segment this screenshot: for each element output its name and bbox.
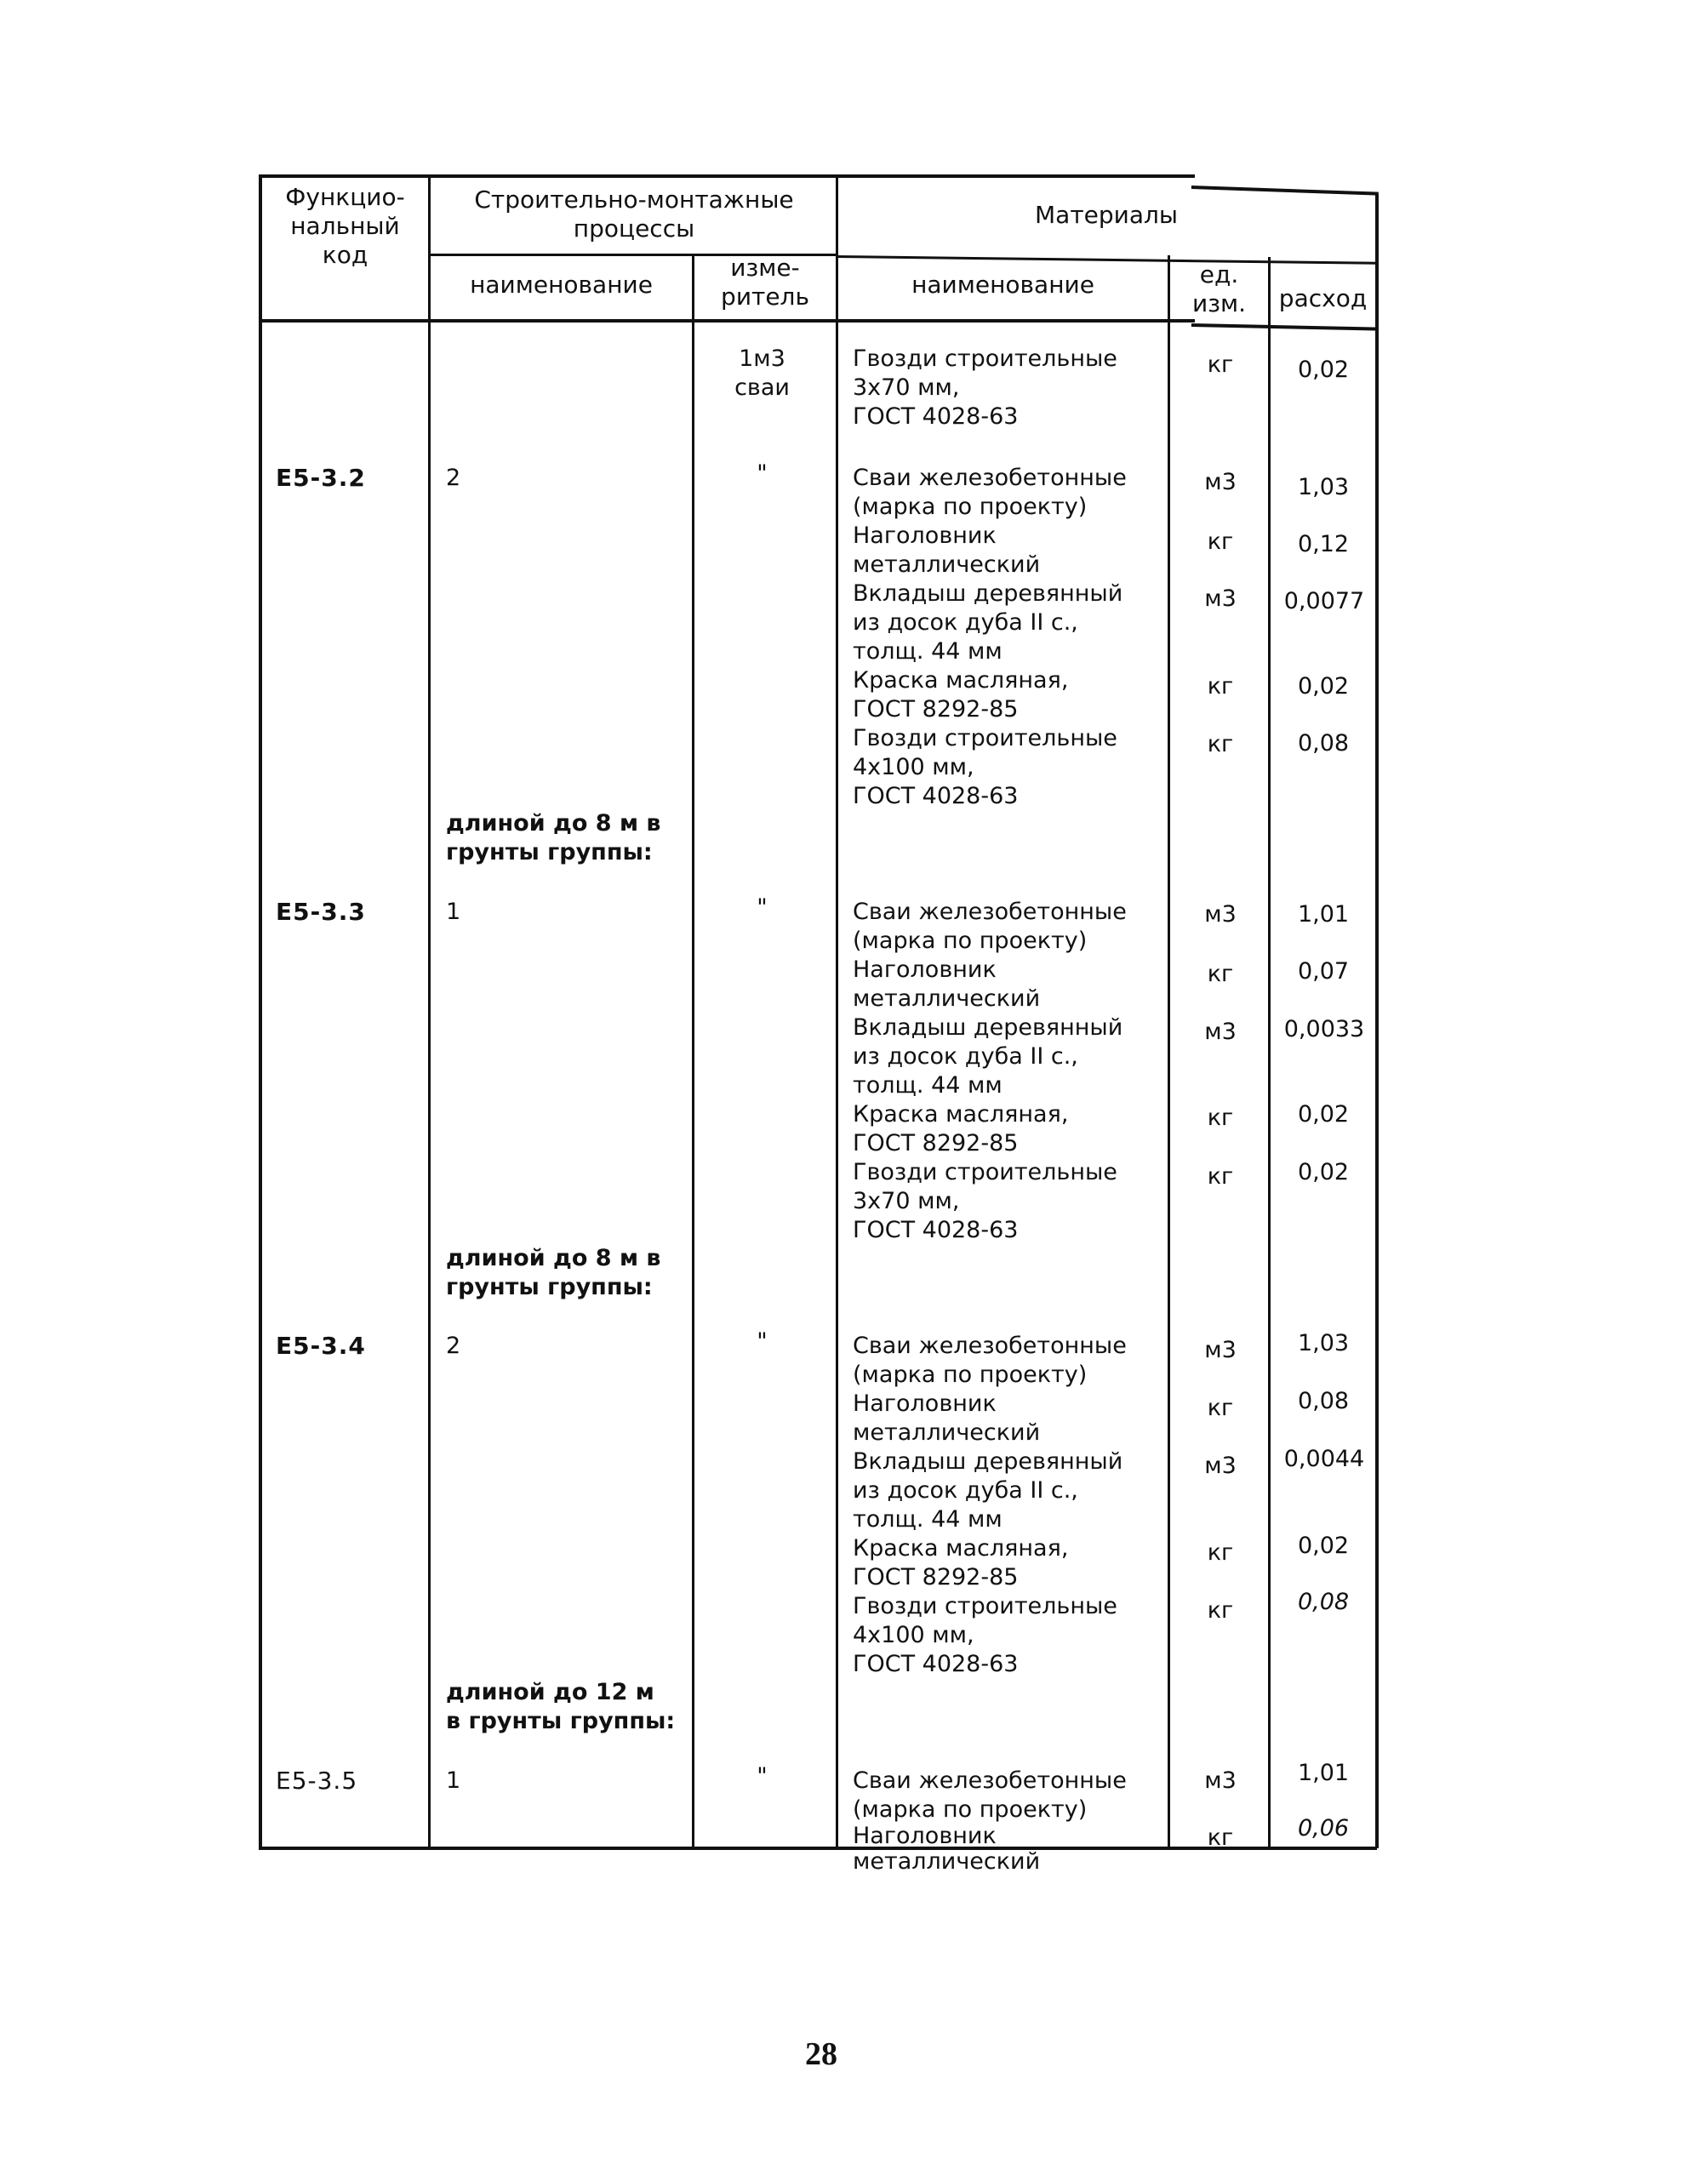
header-processes: Строительно-монтажные процессы	[474, 186, 794, 243]
subheading: длиной до 8 м в грунты группы:	[446, 1245, 661, 1300]
table-row-meter: 1м3 сваи	[734, 345, 790, 401]
functional-code: Е5-3.5	[276, 1767, 358, 1795]
page-number: 28	[805, 2036, 837, 2072]
material-qty: 1,03	[1297, 474, 1350, 500]
material-unit: кг	[1207, 351, 1234, 378]
process-name: 2	[446, 465, 461, 491]
header-bottom-border-right	[1191, 323, 1379, 331]
material-name: Наголовник металлический	[853, 956, 1041, 1012]
material-unit: кг	[1207, 673, 1234, 699]
material-unit: м3	[1204, 585, 1237, 612]
header-process-name: наименование	[470, 271, 653, 299]
material-qty: 0,02	[1297, 357, 1350, 383]
material-qty: 1,03	[1297, 1330, 1350, 1356]
material-name: Вкладыш деревянный из досок дуба II с., толщ. 44 мм	[853, 1014, 1123, 1099]
header-bottom-border	[259, 319, 1195, 323]
column-divider-material	[1168, 255, 1170, 1848]
material-qty: 0,0033	[1283, 1016, 1365, 1042]
material-qty: 0,0044	[1283, 1446, 1365, 1472]
material-qty: 0,02	[1297, 1533, 1350, 1559]
subheading: длиной до 12 м в грунты группы:	[446, 1679, 676, 1734]
material-unit: кг	[1207, 1395, 1234, 1421]
material-name: Сваи железобетонные (марка по проекту)	[853, 899, 1127, 954]
table-row-meter: "	[757, 894, 768, 921]
column-divider-code	[428, 176, 431, 1848]
material-name: Сваи железобетонные (марка по проекту)	[853, 1767, 1127, 1823]
material-name: Краска масляная, ГОСТ 8292-85	[853, 1535, 1069, 1590]
material-qty: 0,02	[1297, 673, 1350, 699]
material-qty: 1,01	[1297, 1760, 1350, 1786]
material-unit: м3	[1204, 469, 1237, 495]
functional-code: Е5-3.4	[276, 1332, 366, 1360]
material-unit: м3	[1204, 901, 1237, 928]
material-name: Вкладыш деревянный из досок дуба II с., толщ. 44 мм	[853, 1448, 1123, 1533]
material-name: Гвозди строительные 3х70 мм, ГОСТ 4028-63	[853, 1159, 1117, 1243]
material-qty: 0,08	[1297, 1589, 1350, 1615]
material-unit: кг	[1207, 1824, 1234, 1851]
column-divider-unit	[1268, 257, 1271, 1848]
material-qty: 0,0077	[1283, 588, 1365, 614]
material-unit: кг	[1207, 1597, 1234, 1624]
table-border-top-right	[1191, 186, 1379, 196]
material-name: Гвозди строительные 4х100 мм, ГОСТ 4028-63	[853, 725, 1117, 809]
material-qty: 0,02	[1297, 1159, 1350, 1185]
material-name: Наголовник металлический	[853, 1823, 1041, 1875]
header-material-qty: расход	[1278, 284, 1368, 312]
material-qty: 0,08	[1297, 1388, 1350, 1414]
material-unit: кг	[1207, 731, 1234, 757]
material-name: Вкладыш деревянный из досок дуба II с., толщ. 44 мм	[853, 580, 1123, 665]
material-qty: 0,08	[1297, 730, 1350, 756]
material-qty: 0,12	[1297, 531, 1350, 557]
subheading: длиной до 8 м в грунты группы:	[446, 810, 661, 865]
material-unit: кг	[1207, 1105, 1234, 1131]
material-unit: кг	[1207, 528, 1234, 555]
material-unit: м3	[1204, 1337, 1237, 1363]
material-name: Наголовник металлический	[853, 522, 1041, 578]
material-unit: м3	[1204, 1767, 1237, 1794]
process-name: 2	[446, 1333, 461, 1359]
material-unit: м3	[1204, 1019, 1237, 1045]
header-materials: Материалы	[1035, 201, 1178, 229]
material-unit: кг	[1207, 961, 1234, 987]
table-row-meter: "	[757, 1763, 768, 1790]
functional-code: Е5-3.3	[276, 898, 366, 926]
table-row-meter: "	[757, 1328, 768, 1355]
material-name: Сваи железобетонные (марка по проекту)	[853, 1333, 1127, 1388]
material-name: Сваи железобетонные (марка по проекту)	[853, 465, 1127, 520]
material-unit: кг	[1207, 1539, 1234, 1566]
header-material-name: наименование	[911, 271, 1094, 299]
material-unit: м3	[1204, 1453, 1237, 1479]
header-material-unit: ед. изм.	[1191, 260, 1247, 317]
material-qty: 1,01	[1297, 901, 1350, 928]
column-divider-process	[692, 254, 694, 1848]
header-subdivider-materials	[836, 255, 1377, 265]
process-name: 1	[446, 899, 461, 925]
material-name: Краска масляная, ГОСТ 8292-85	[853, 1101, 1069, 1156]
process-name: 1	[446, 1767, 461, 1794]
table-border-left	[259, 176, 262, 1848]
material-name: Наголовник металлический	[853, 1390, 1041, 1446]
table-border-top	[259, 174, 1195, 178]
material-name: Гвозди строительные 3х70 мм, ГОСТ 4028-63	[853, 345, 1117, 430]
functional-code: Е5-3.2	[276, 464, 366, 492]
column-divider-meter	[836, 176, 838, 1848]
material-name: Краска масляная, ГОСТ 8292-85	[853, 667, 1069, 722]
material-qty: 0,07	[1297, 958, 1350, 985]
material-name: Гвозди строительные 4х100 мм, ГОСТ 4028-63	[853, 1593, 1117, 1677]
table-row-meter: "	[757, 460, 768, 487]
header-functional-code: Функцио- нальный код	[285, 183, 405, 269]
header-process-meter: изме- ритель	[721, 254, 809, 311]
material-qty: 0,02	[1297, 1101, 1350, 1128]
material-unit: кг	[1207, 1163, 1234, 1190]
material-qty: 0,06	[1297, 1815, 1350, 1841]
